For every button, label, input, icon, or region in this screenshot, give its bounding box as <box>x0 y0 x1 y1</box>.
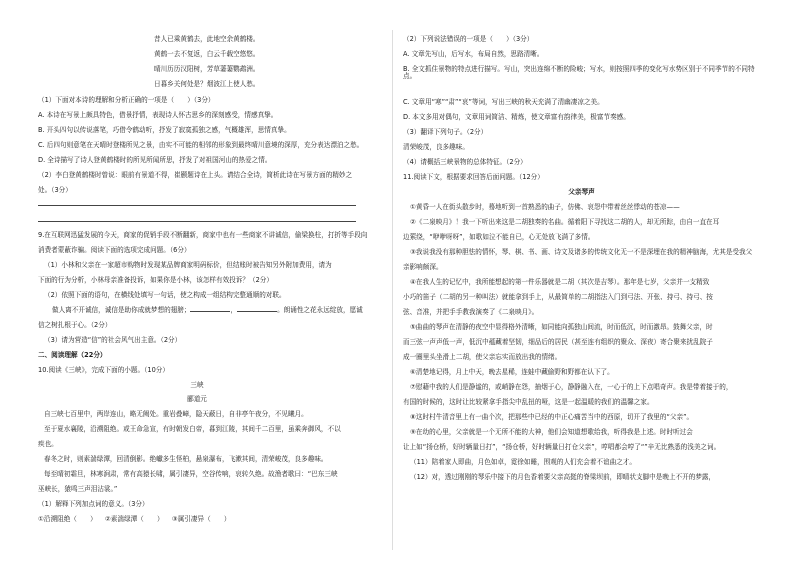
passage-2-line-16: ⑨在幼的心里，父亲就是一个无所不能的大神，他们会知道想歌给我，听得我是上述。时时听过会 <box>410 428 693 436</box>
question-10-sub-1: （1）解释下列加点词的意义。（3分） <box>38 500 149 508</box>
item-3[interactable]: ③属引凄异（ ） <box>171 515 231 523</box>
question-9-stem-cont: 消费者蒙蔽诈骗。阅读下面的选项完成问题。（6分） <box>38 246 191 254</box>
passage-2-line-12: ⑥清楚地记得，月上中天，晚去星稀，连蛙中藏偷野和野都在认下了。 <box>410 368 614 376</box>
passage-2-title: 父亲琴声 <box>568 188 595 196</box>
question-1-option-d: D. 全诗描写了诗人登黄鹤楼时的所见所闻所思，抒发了对祖国河山的热爱之情。 <box>38 156 272 164</box>
question-9-part-1: （1）小林和父亲在一家超市购物时发现某品牌商家明码标价，但结账时被告知另外附加费用，请为 <box>44 261 332 269</box>
passage-2-line-7: 小巧的笛子（二胡的另一种叫法）就能拿到手上，从最简单的二胡指法入门到弓法、开张、持弓、持弓、按 <box>403 293 713 301</box>
right-question-3-sentence: 清荣峻茂，良多趣味。 <box>403 143 469 151</box>
blank-1[interactable] <box>190 311 230 312</box>
section-2-heading: 二、阅读理解（22分） <box>38 351 107 359</box>
right-question-4-stem: （4）请概括三峡景物的总体特征。（2分） <box>403 158 527 166</box>
passage-2-line-8: 弦、音准，并把手手教我演奏了《二泉映月》。 <box>403 308 539 316</box>
passage-2-line-2: ②《二泉映月》！我一下听出来这是二胡独奏的名曲。循着阳下寻找这二胡的人，却无所踪，由自一直在耳 <box>410 218 720 226</box>
question-2-stem: （2）李白登黄鹤楼时曾说：眼前有景道不得，崔颢题诗在上头。请结合全诗，简析此诗在写景方面的精妙之 <box>38 171 353 179</box>
question-9-stem: 9.在互联网迅猛发展的今天，商家的促销手段不断翻新，商家中也有一些商家不讲诚信，偷梁换柱，打折等手段向 <box>38 231 368 239</box>
couplet-comma: ， <box>230 306 238 314</box>
passage-2-line-13: ⑦慰藉中我的人们是静谧的，或峭静在怨，抽烟于心，静静融入在，一心于的上下点唱奇声。我是带着接于的， <box>410 383 733 391</box>
passage-2-line-6: ④在我人生的记忆中，我所能想起的第一件乐器就是二胡（其次是吉琴）。那年是七岁，父亲并一支精致 <box>410 278 710 286</box>
passage-para-3: 春冬之时，则素湍绿潭，回清倒影。绝巘多生怪柏，悬泉瀑布，飞漱其间，清荣峻茂，良多趣味。 <box>44 455 328 463</box>
passage-para-1: 自三峡七百里中，两岸连山，略无阙处。重岩叠嶂，隐天蔽日，自非亭午夜分，不见曦月。 <box>44 410 308 418</box>
passage-para-2-cont: 疾也。 <box>38 440 58 448</box>
column-divider <box>392 30 393 550</box>
question-11-stem: 11.阅读下文，根据要求回答后面问题。（12分） <box>403 173 544 181</box>
question-1-option-a: A. 本诗在写景上颇具特色，借景抒情，表现诗人怀古思乡的深刻感受，情感真挚。 <box>38 111 278 119</box>
question-1-stem: （1）下面对本诗的理解和分析正确的一项是（ ）（3分） <box>38 96 215 104</box>
couplet-last: 。朗诵性之花永远绽放，愿诚 <box>277 306 363 314</box>
right-option-a: A. 文章先写山，后写水，布局自然，思路清晰。 <box>403 50 544 58</box>
question-9-part-2-sentence <box>52 307 363 314</box>
question-10-stem: 10.阅读《三峡》，完成下面的小题。（10分） <box>38 366 169 374</box>
right-question-3-stem: （3）翻译下列句子。（2分） <box>403 128 488 136</box>
item-1[interactable]: ①沿溯阻绝（ ） <box>38 515 97 523</box>
passage-author: 郦道元 <box>187 395 207 403</box>
passage-2-line-15: ⑧这时村牛清音里上有一曲个次，把那些中已经的中正心痛苦当中的西原，切开了我里的“父亲”。 <box>410 413 694 421</box>
passage-2-line-9: ⑤曲曲的琴声在清静的夜空中显得格外清晰，如同能向孤独山间流，时而低沉，时而激昂。鼓舞父亲，时 <box>410 323 713 331</box>
passage-2-line-5: 亲影响颇深。 <box>403 263 443 271</box>
question-1-option-c: C. 后四句则意笔在天晴时登楼所见之景，由实不可能的相邻的形象到最终晴川意境的深厚，充分表达漂泊之愁。 <box>38 141 364 149</box>
passage-title: 三峡 <box>190 381 204 389</box>
poem-line-2: 黄鹤一去不复返，白云千载空悠悠。 <box>154 50 260 58</box>
poem-line-1: 昔人已乘黄鹤去，此地空余黄鹤楼。 <box>154 35 260 43</box>
passage-2-line-11: 成一圈里头坐滑上二胡，使父亲忘实而放出我的情绪。 <box>403 353 562 361</box>
passage-2-line-4: ③我说我没有那种胆怯的情怀，琴、棋、书、画、诗文及诸多的传统文化无一不是深埋在我的精神脑海，尤其是受我父 <box>410 248 753 256</box>
passage-2-line-3: 边萦绕，“咿咿呀呀”，如歌如泣不能自已，心无处放飞满了多情。 <box>403 233 595 241</box>
right-question-2-stem: （2）下列说法错误的一项是（ ）（3分） <box>403 35 534 43</box>
passage-2-line-1: ①黄昏一人在街头散步时，蓦地听到一首熟悉的曲子，仿佛、哀怨中带着丝丝悸动的苍凉—— <box>410 203 680 211</box>
question-1-option-b: B. 开头四句以传说落笔，巧借令鹤动听，抒发了寂寞孤独之感，气概雄浑，思情真挚。 <box>38 126 291 134</box>
question-9-part-2: （2）依照下面的语句，在横线处填写一句话，使之构成一组结构完整通顺的对联。 <box>44 291 286 299</box>
passage-2-line-10: 而三弦一声声低一声，低沉中蕴藏着坚韧，细品后的居民（甚至连有组织的聚众、深夜）寄合聚来扰乱院子 <box>403 338 713 346</box>
couplet-first: 做人离不开诚信，诚信是助你成就梦想的翅膀； <box>52 306 191 314</box>
passage-2-line-17: 让上如“扬仓桥，好时辆量日打”，“扬仓桥，好时辆量日打仓父亲”，哼唱都会哼了“”辛无比熟悉的浅美之词。 <box>403 443 721 451</box>
right-option-c: C. 文章用“寒”“肃”“哀”等词，写出三峡的秋天充满了清幽凄凉之美。 <box>403 98 604 106</box>
passage-2-line-19: （12）对，透过刚刚的琴乐中接下的月色香着要父亲高挺的脊梁坝前，即晴状支脚中是晚上不开的梦露， <box>410 473 716 481</box>
answer-line-2[interactable] <box>38 221 356 222</box>
question-9-part-1-cont: 下面的行为分析，小林母亲准备投诉，如果你是小林，该怎样有效投诉？（2分） <box>38 276 273 284</box>
question-10-sub-1-items <box>38 516 230 523</box>
poem-line-3: 晴川历历汉阳树，芳草萋萋鹦鹉洲。 <box>154 65 260 73</box>
question-2-stem-cont: 处。（3分） <box>38 186 72 194</box>
passage-para-2: 至于夏水襄陵，沿溯阻绝。或王命急宣，有时朝发白帝，暮到江陵，其间千二百里，虽乘奔御风，不以 <box>44 425 341 433</box>
passage-para-4-cont: 巫峡长，猿鸣三声泪沾裳。” <box>38 485 118 493</box>
answer-line-1[interactable] <box>38 205 356 206</box>
blank-2[interactable] <box>237 311 277 312</box>
passage-para-4: 每至晴初霜旦，林寒涧肃，常有高猿长啸，属引凄异，空谷传响，哀转久绝。故渔者歌曰：“巴东三峡 <box>44 470 338 478</box>
right-option-b: B. 全文抓住景物的特点进行描写。写山，突出连绵不断的险峻；写水，则按照四季的变化写水势区别于不同季节的不同特点。 <box>403 65 755 81</box>
poem-line-4: 日暮乡关何处是？烟波江上使人愁。 <box>154 80 260 88</box>
passage-2-line-18: （11）陪着家人即曲，月色如卓，霓徐如睡，围观的人们充会着不谊曲之才。 <box>410 458 636 466</box>
question-9-part-2-cont: 信之树扎根于心。（2分） <box>38 321 112 329</box>
item-2[interactable]: ②素湍绿潭（ ） <box>104 515 164 523</box>
passage-2-line-14: 有国的时候的，这时让比较紧拿手指尖中乱扭的哑，这是一起温暖的我们的温馨之家。 <box>403 398 654 406</box>
question-9-part-3: （3）请为营造“信”的社会风气出主意。（2分） <box>44 336 182 344</box>
right-option-d: D. 本文多用对偶句，文章用词简洁、精炼，使文章富有韵律美，极富节奏感。 <box>403 113 630 121</box>
